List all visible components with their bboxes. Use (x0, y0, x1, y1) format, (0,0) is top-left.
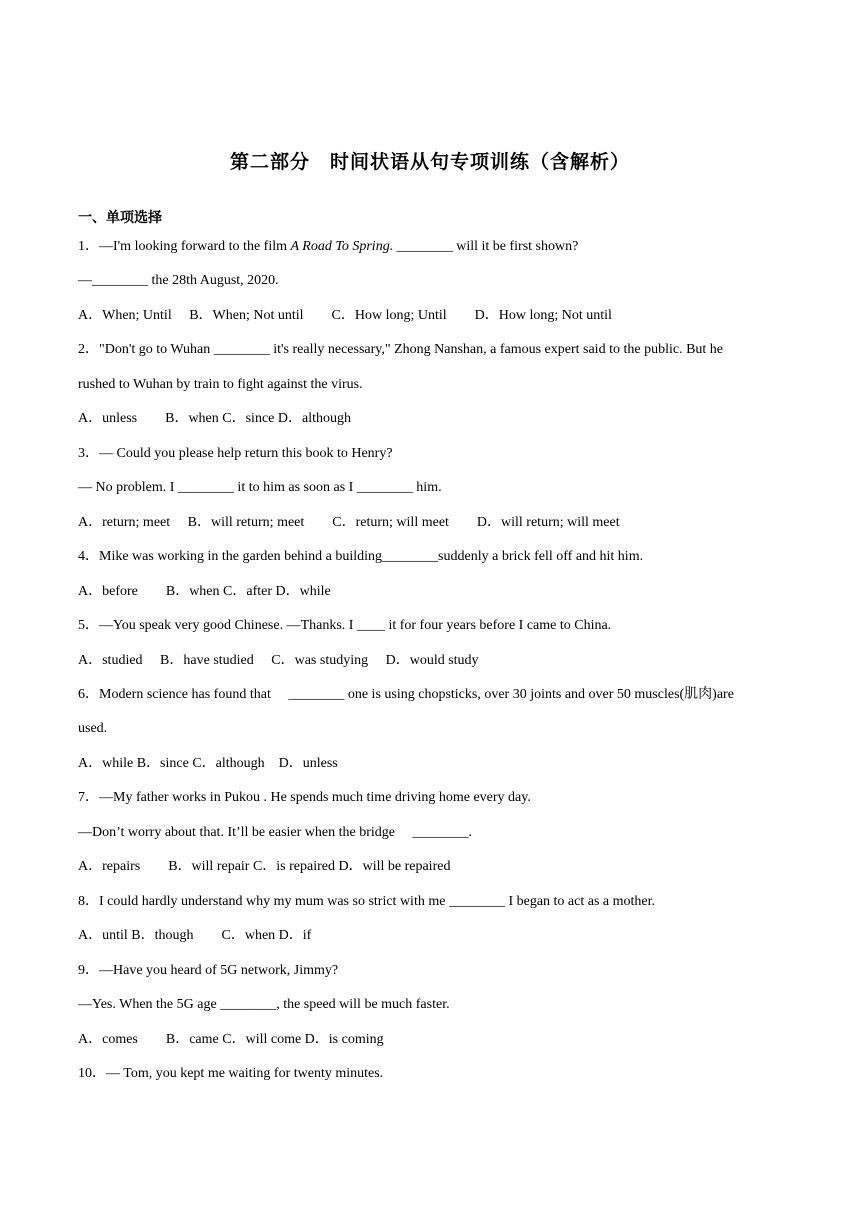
question-text: ________ will it be first shown? (393, 239, 579, 254)
question-7-options: A．repairs B．will repair C．is repaired D．will be repaired (78, 859, 451, 874)
question-5-options: A．studied B．have studied C．was studying D．would study (78, 653, 479, 668)
question-8-line-1: 8．I could hardly understand why my mum was so strict with me ________ I began to act as a mother. (78, 894, 656, 909)
question-1-line-1 (78, 237, 578, 257)
section-heading: 一、单项选择 (78, 211, 162, 226)
question-2-line-1: 2．"Don't go to Wuhan ________ it's really necessary," Zhong Nanshan, a famous expert said to the public. But he (78, 342, 724, 357)
question-6-options: A．while B．since C．although D．unless (78, 756, 338, 771)
question-7-line-1: 7．—My father works in Pukou . He spends much time driving home every day. (78, 790, 531, 805)
question-6-line-2: used. (78, 721, 108, 736)
question-7-line-2: —Don’t worry about that. It’ll be easier when the bridge ________. (78, 825, 472, 840)
question-6-line-1: 6．Modern science has found that ________ one is using chopsticks, over 30 joints and over 50 muscles(肌肉)are (78, 687, 734, 702)
question-9-line-2: —Yes. When the 5G age ________, the speed will be much faster. (78, 997, 450, 1012)
question-2-options: A．unless B．when C．since D．although (78, 411, 351, 426)
question-3-options: A．return; meet B．will return; meet C．return; will meet D．will return; will meet (78, 515, 620, 530)
question-text: 1．—I'm looking forward to the film (78, 239, 291, 254)
question-1-line-2: —________ the 28th August, 2020. (78, 273, 279, 288)
question-1-options: A．When; Until B．When; Not until C．How long; Until D．How long; Not until (78, 308, 612, 323)
question-10-line-1: 10．— Tom, you kept me waiting for twenty minutes. (78, 1066, 384, 1081)
page-title: 第二部分 时间状语从句专项训练（含解析） (229, 152, 630, 173)
question-4-line-1: 4．Mike was working in the garden behind a building________suddenly a brick fell off and hit him. (78, 549, 644, 564)
question-9-line-1: 9．—Have you heard of 5G network, Jimmy? (78, 963, 339, 978)
film-title: A Road To Spring. (290, 239, 394, 254)
question-3-line-2: — No problem. I ________ it to him as soon as I ________ him. (78, 480, 442, 495)
question-2-line-2: rushed to Wuhan by train to fight against the virus. (78, 377, 363, 392)
question-3-line-1: 3．— Could you please help return this book to Henry? (78, 446, 393, 461)
question-8-options: A．until B．though C．when D．if (78, 928, 312, 943)
question-4-options: A．before B．when C．after D．while (78, 584, 331, 599)
question-9-options: A．comes B．came C．will come D．is coming (78, 1032, 384, 1047)
question-5-line-1: 5．—You speak very good Chinese. —Thanks. I ____ it for four years before I came to China. (78, 618, 612, 633)
